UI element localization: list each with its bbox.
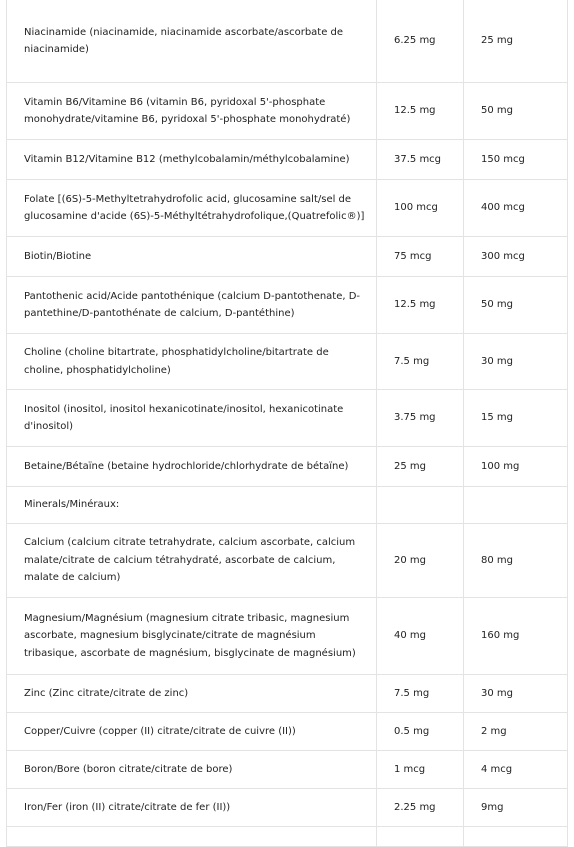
dose-daily: 30 mg bbox=[464, 334, 568, 390]
dose-daily: 400 mcg bbox=[464, 180, 568, 237]
dose-per-serving: 2.25 mg bbox=[377, 789, 464, 827]
dose-per-serving bbox=[377, 827, 464, 847]
table-row bbox=[7, 83, 568, 140]
nutrient-name bbox=[7, 827, 377, 847]
nutrient-name: Iron/Fer (iron (II) citrate/citrate de fer (II)) bbox=[7, 789, 377, 827]
nutrient-name: Betaine/Bétaïne (betaine hydrochloride/chlorhydrate de bétaïne) bbox=[7, 447, 377, 487]
nutrient-name: Copper/Cuivre (copper (II) citrate/citrate de cuivre (II)) bbox=[7, 713, 377, 751]
dose-per-serving: 1 mcg bbox=[377, 751, 464, 789]
dose-daily: 2 mg bbox=[464, 713, 568, 751]
table-row bbox=[7, 598, 568, 675]
dose-daily bbox=[464, 827, 568, 847]
nutrient-name: Zinc (Zinc citrate/citrate de zinc) bbox=[7, 675, 377, 713]
dose-daily: 80 mg bbox=[464, 524, 568, 598]
table-row bbox=[7, 277, 568, 334]
dose-daily: 150 mcg bbox=[464, 140, 568, 180]
table-row bbox=[7, 334, 568, 390]
dose-per-serving: 0.5 mg bbox=[377, 713, 464, 751]
dose-per-serving: 7.5 mg bbox=[377, 334, 464, 390]
nutrient-name: Pantothenic acid/Acide pantothénique (calcium D-pantothenate, D-pantethine/D-pantothénate de calcium, D-pantéthine) bbox=[7, 277, 377, 334]
nutrient-name: Biotin/Biotine bbox=[7, 237, 377, 277]
dose-per-serving: 100 mcg bbox=[377, 180, 464, 237]
nutrient-name: Inositol (inositol, inositol hexanicotinate/inositol, hexanicotinate d'inositol) bbox=[7, 390, 377, 447]
nutrient-name: Calcium (calcium citrate tetrahydrate, calcium ascorbate, calcium malate/citrate de calcium tétrahydraté, ascorbate de calcium, malate de calcium) bbox=[7, 524, 377, 598]
table-row bbox=[7, 237, 568, 277]
table-row bbox=[7, 751, 568, 789]
dose-daily: 30 mg bbox=[464, 675, 568, 713]
dose-per-serving: 20 mg bbox=[377, 524, 464, 598]
dose-per-serving: 6.25 mg bbox=[377, 0, 464, 83]
nutrient-name: Vitamin B12/Vitamine B12 (methylcobalamin/méthylcobalamine) bbox=[7, 140, 377, 180]
dose-per-serving: 7.5 mg bbox=[377, 675, 464, 713]
table-row bbox=[7, 675, 568, 713]
dose-daily: 100 mg bbox=[464, 447, 568, 487]
table-row bbox=[7, 524, 568, 598]
dose-daily: 15 mg bbox=[464, 390, 568, 447]
nutrient-name: Folate [(6S)-5-Methyltetrahydrofolic acid, glucosamine salt/sel de glucosamine d'acide (6S)-5-Méthyltétrahydrofolique,(Quatrefolic®)] bbox=[7, 180, 377, 237]
table-row bbox=[7, 180, 568, 237]
nutrient-table bbox=[6, 0, 568, 847]
nutrient-name: Magnesium/Magnésium (magnesium citrate tribasic, magnesium ascorbate, magnesium bisglycinate/citrate de magnésium tribasique, ascorbate de magnésium, bisglycinate de magnésium) bbox=[7, 598, 377, 675]
dose-per-serving: 3.75 mg bbox=[377, 390, 464, 447]
table-section-row bbox=[7, 487, 568, 524]
dose-daily: 160 mg bbox=[464, 598, 568, 675]
dose-per-serving: 75 mcg bbox=[377, 237, 464, 277]
nutrient-name: Vitamin B6/Vitamine B6 (vitamin B6, pyridoxal 5'-phosphate monohydrate/vitamine B6, pyridoxal 5'-phosphate monohydraté) bbox=[7, 83, 377, 140]
table-row bbox=[7, 447, 568, 487]
dose-daily: 25 mg bbox=[464, 0, 568, 83]
dose-per-serving: 12.5 mg bbox=[377, 83, 464, 140]
table-row bbox=[7, 390, 568, 447]
dose-daily bbox=[464, 487, 568, 524]
table-row bbox=[7, 140, 568, 180]
dose-per-serving: 40 mg bbox=[377, 598, 464, 675]
dose-per-serving: 25 mg bbox=[377, 447, 464, 487]
dose-daily: 4 mcg bbox=[464, 751, 568, 789]
table-row bbox=[7, 713, 568, 751]
dose-per-serving: 37.5 mcg bbox=[377, 140, 464, 180]
dose-daily: 9mg bbox=[464, 789, 568, 827]
nutrient-name: Niacinamide (niacinamide, niacinamide ascorbate/ascorbate de niacinamide) bbox=[7, 0, 377, 83]
nutrient-name: Boron/Bore (boron citrate/citrate de bore) bbox=[7, 751, 377, 789]
dose-daily: 50 mg bbox=[464, 277, 568, 334]
section-heading: Minerals/Minéraux: bbox=[7, 487, 377, 524]
dose-daily: 50 mg bbox=[464, 83, 568, 140]
nutrient-name: Choline (choline bitartrate, phosphatidylcholine/bitartrate de choline, phosphatidylcholine) bbox=[7, 334, 377, 390]
table-row bbox=[7, 827, 568, 847]
dose-per-serving: 12.5 mg bbox=[377, 277, 464, 334]
table-row bbox=[7, 789, 568, 827]
table-row bbox=[7, 0, 568, 83]
dose-daily: 300 mcg bbox=[464, 237, 568, 277]
dose-per-serving bbox=[377, 487, 464, 524]
